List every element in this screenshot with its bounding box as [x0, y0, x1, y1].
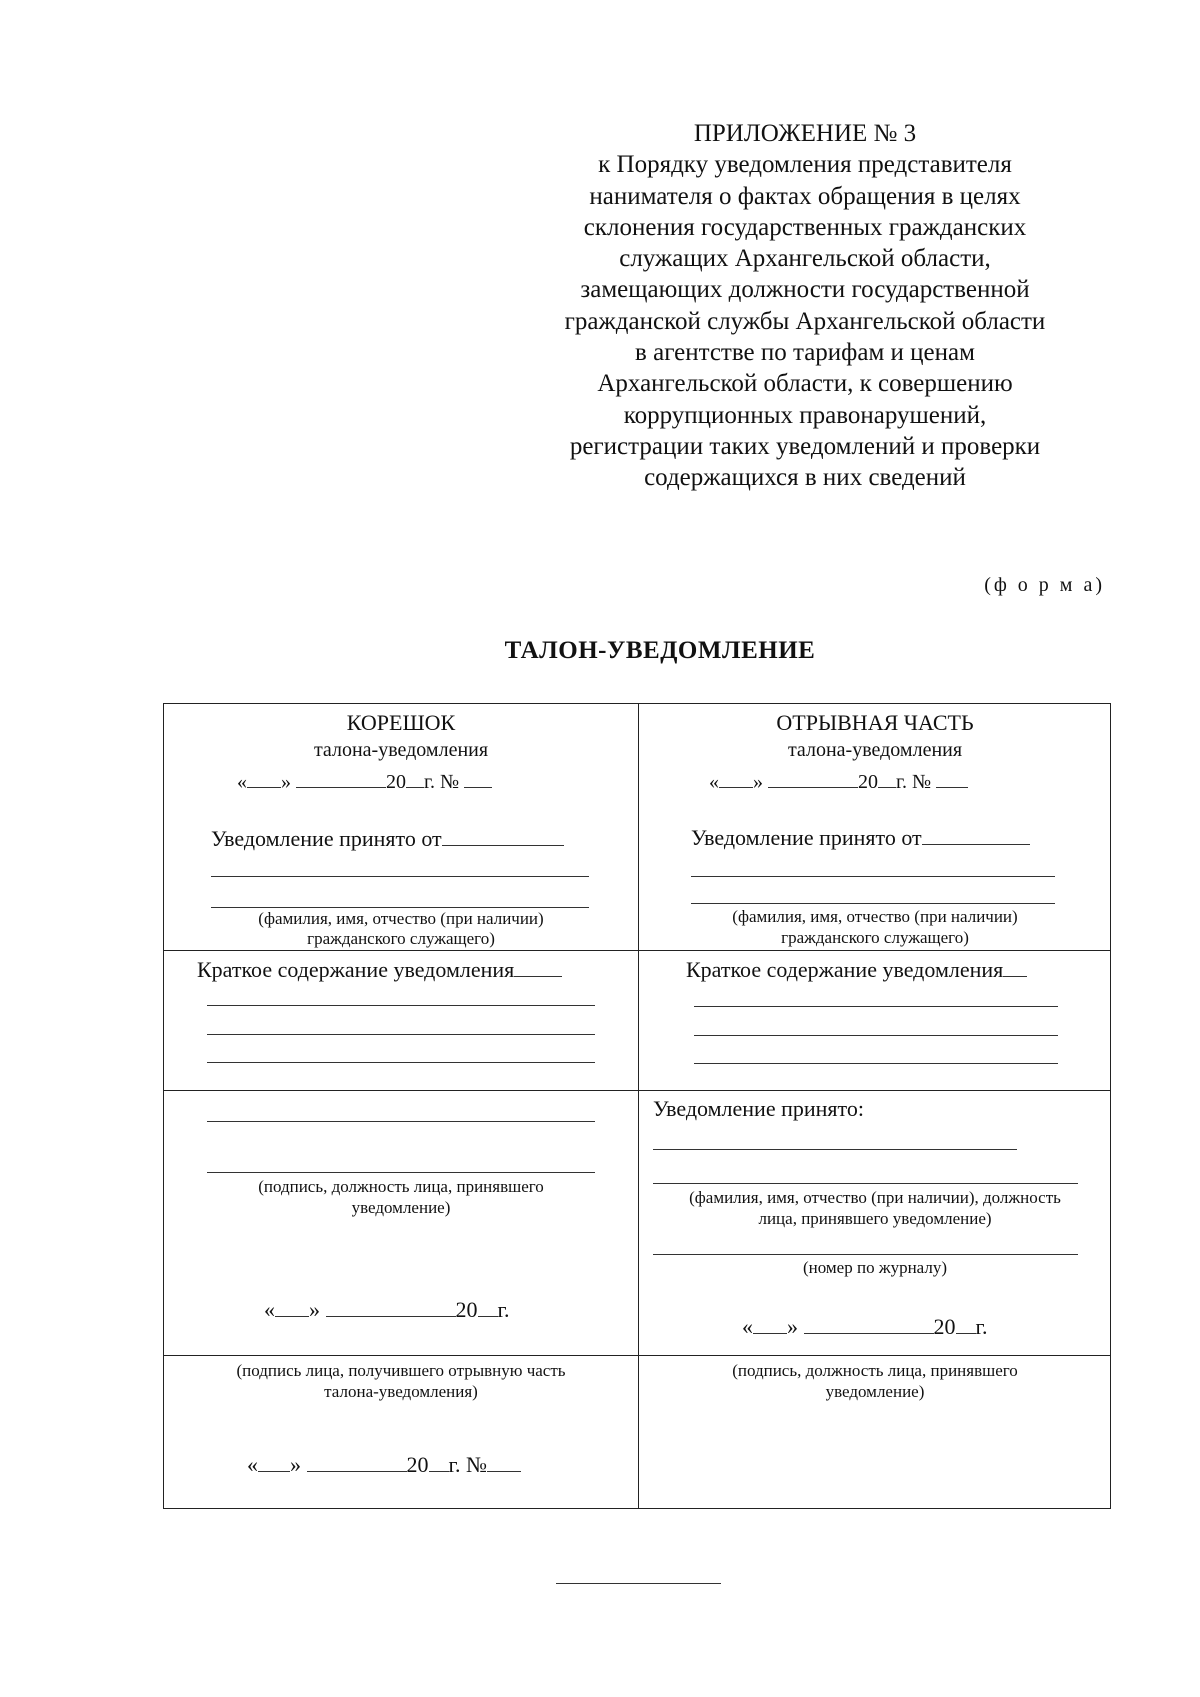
- quote-close: »: [290, 1452, 301, 1477]
- number-blank[interactable]: [936, 768, 968, 788]
- header-line: служащих Архангельской области,: [619, 245, 991, 273]
- year-blank[interactable]: [406, 768, 424, 788]
- received-from-label: Уведомление принято от: [691, 825, 922, 850]
- form-label: (ф о р м а): [984, 574, 1105, 596]
- header-line: содержащихся в них сведений: [644, 464, 966, 492]
- right-subheading: талона-уведомления: [787, 739, 963, 761]
- left-date-line: [264, 1295, 510, 1323]
- year-blank[interactable]: [878, 768, 896, 788]
- summary-label: Краткое содержание уведомления: [197, 957, 515, 982]
- quote-close: »: [753, 771, 763, 793]
- quote-close: »: [281, 771, 291, 793]
- received-from-label: Уведомление принято от: [211, 826, 442, 851]
- summary-blank-line[interactable]: [207, 1005, 595, 1006]
- header-line: Архангельской области, к совершению: [597, 370, 1013, 398]
- year-prefix: 20: [455, 1297, 478, 1322]
- left-subheading: талона-уведомления: [313, 739, 489, 761]
- right-accepted-label: Уведомление принято:: [653, 1096, 864, 1121]
- header-line: гражданской службы Архангельской области: [564, 307, 1046, 335]
- left-receiver-caption: талона-уведомления): [324, 1382, 478, 1401]
- summary-blank-line[interactable]: [694, 1035, 1058, 1036]
- day-blank[interactable]: [719, 768, 753, 788]
- quote-open: «: [264, 1297, 275, 1322]
- month-blank[interactable]: [326, 1295, 456, 1317]
- header-line: нанимателя о фактах обращения в целях: [589, 182, 1021, 210]
- fio-blank-line[interactable]: [211, 907, 589, 908]
- header-line: коррупционных правонарушений,: [623, 401, 987, 429]
- right-fio-caption: (фамилия, имя, отчество (при наличии): [732, 907, 1018, 926]
- summary-blank-line[interactable]: [694, 1063, 1058, 1064]
- quote-close: »: [787, 1314, 798, 1339]
- number-blank[interactable]: [487, 1450, 521, 1472]
- left-received-from: [211, 824, 564, 852]
- fio-blank-line[interactable]: [691, 876, 1055, 877]
- appendix-header: [510, 118, 1100, 494]
- row-divider: [164, 1355, 1110, 1356]
- right-date-line: [742, 1312, 988, 1340]
- right-summary: [686, 955, 1027, 983]
- header-line: в агентстве по тарифам и ценам: [635, 339, 975, 367]
- summary-blank-line[interactable]: [694, 1006, 1058, 1007]
- number-label: г. №: [448, 1452, 488, 1477]
- left-fio-caption: гражданского служащего): [307, 929, 495, 948]
- summary-blank-line[interactable]: [207, 1034, 595, 1035]
- header-line: склонения государственных гражданских: [583, 213, 1027, 241]
- document-title: ТАЛОН-УВЕДОМЛЕНИЕ: [504, 637, 816, 664]
- notice-coupon-table: [163, 703, 1111, 1509]
- month-blank[interactable]: [307, 1450, 407, 1472]
- left-signature-caption: уведомление): [351, 1198, 451, 1217]
- signature-blank-line[interactable]: [207, 1172, 595, 1173]
- fio-blank-line[interactable]: [691, 903, 1055, 904]
- left-receiver-caption: (подпись лица, получившего отрывную часть: [236, 1361, 566, 1380]
- year-blank[interactable]: [956, 1312, 976, 1334]
- year-prefix: 20: [406, 1452, 429, 1477]
- left-date-number-line: [237, 768, 492, 794]
- quote-open: «: [247, 1452, 258, 1477]
- header-line: регистрации таких уведомлений и проверки: [569, 432, 1041, 460]
- year-blank[interactable]: [478, 1295, 498, 1317]
- year-suffix: г.: [975, 1314, 988, 1339]
- quote-open: «: [742, 1314, 753, 1339]
- right-accepted-caption: (фамилия, имя, отчество (при наличии), должность: [689, 1188, 1061, 1207]
- right-received-from: [691, 823, 1030, 851]
- number-label: г. №: [424, 771, 460, 793]
- header-line: замещающих должности государственной: [580, 276, 1030, 304]
- header-line: к Порядку уведомления представителя: [598, 151, 1012, 179]
- summary-blank-line[interactable]: [207, 1062, 595, 1063]
- month-blank[interactable]: [768, 768, 858, 788]
- year-prefix: 20: [386, 771, 406, 793]
- year-blank[interactable]: [429, 1450, 449, 1472]
- received-from-blank[interactable]: [922, 823, 1030, 845]
- year-prefix: 20: [933, 1314, 956, 1339]
- header-line: ПРИЛОЖЕНИЕ № 3: [693, 120, 917, 147]
- left-fio-caption: (фамилия, имя, отчество (при наличии): [258, 909, 544, 928]
- month-blank[interactable]: [804, 1312, 934, 1334]
- left-signature-caption: (подпись, должность лица, принявшего: [258, 1177, 544, 1196]
- left-date-number-bottom: [247, 1450, 521, 1478]
- year-prefix: 20: [858, 771, 878, 793]
- day-blank[interactable]: [753, 1312, 787, 1334]
- row-divider: [164, 950, 1110, 951]
- day-blank[interactable]: [247, 768, 281, 788]
- right-journal-caption: (номер по журналу): [802, 1258, 948, 1277]
- right-date-number-line: [709, 768, 968, 794]
- day-blank[interactable]: [258, 1450, 290, 1472]
- signature-blank-line[interactable]: [207, 1121, 595, 1122]
- number-label: г. №: [896, 771, 932, 793]
- right-signature-caption: (подпись, должность лица, принявшего: [732, 1361, 1018, 1380]
- left-summary: [197, 955, 562, 983]
- right-accepted-caption: лица, принявшего уведомление): [758, 1209, 992, 1228]
- month-blank[interactable]: [296, 768, 386, 788]
- summary-label: Краткое содержание уведомления: [686, 957, 1004, 982]
- quote-close: »: [309, 1297, 320, 1322]
- end-separator-line: [556, 1583, 721, 1584]
- accepted-blank-line[interactable]: [653, 1149, 1017, 1150]
- left-heading: КОРЕШОК: [346, 710, 456, 735]
- journal-blank-line[interactable]: [653, 1254, 1078, 1255]
- right-fio-caption: гражданского служащего): [781, 928, 969, 947]
- quote-open: «: [237, 771, 247, 793]
- fio-blank-line[interactable]: [211, 876, 589, 877]
- summary-blank[interactable]: [1003, 955, 1027, 977]
- summary-blank[interactable]: [514, 955, 562, 977]
- right-signature-caption: уведомление): [825, 1382, 925, 1401]
- row-divider: [164, 1090, 1110, 1091]
- number-blank[interactable]: [464, 768, 492, 788]
- quote-open: «: [709, 771, 719, 793]
- accepted-blank-line[interactable]: [653, 1183, 1078, 1184]
- year-suffix: г.: [497, 1297, 510, 1322]
- received-from-blank[interactable]: [442, 824, 564, 846]
- day-blank[interactable]: [275, 1295, 309, 1317]
- right-heading: ОТРЫВНАЯ ЧАСТЬ: [776, 710, 974, 735]
